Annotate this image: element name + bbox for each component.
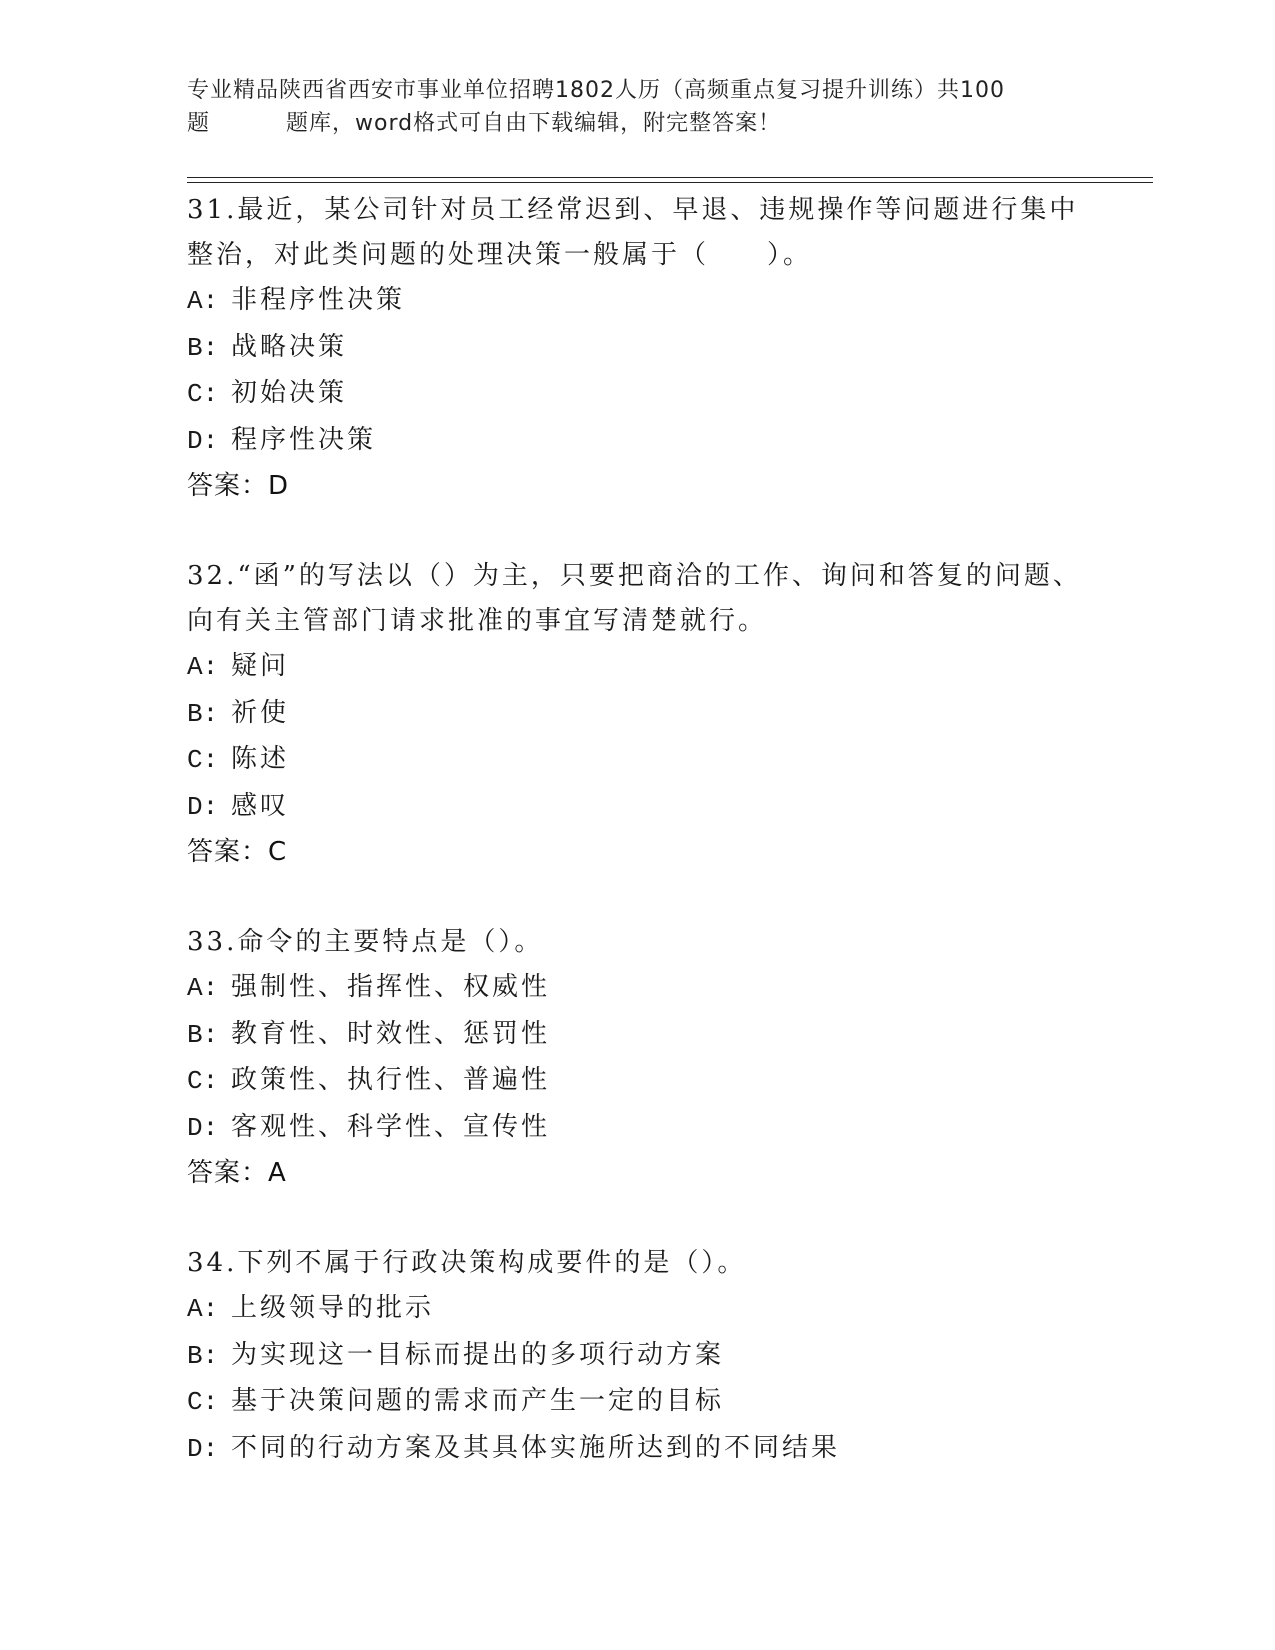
header-divider-top: [187, 177, 1153, 178]
option-c: [187, 1379, 1087, 1426]
option-text: 祈使: [231, 697, 290, 728]
option-key: B:: [187, 698, 219, 729]
option-d: [187, 418, 1087, 465]
question-list: [187, 188, 1087, 1517]
option-b: [187, 691, 1087, 738]
option-text: 陈述: [231, 744, 290, 774]
option-key: A:: [187, 1294, 219, 1324]
header-title-line-2-left: 题: [187, 111, 211, 136]
question-31: [187, 188, 1087, 509]
question-stem: 32.“函”的写法以（）为主，只要把商洽的工作、询问和答复的问题、向有关主管部门请求批准的事宜写清楚就行。: [187, 561, 1082, 636]
option-key: A:: [187, 652, 219, 682]
option-d: [187, 784, 1087, 831]
option-key: A:: [187, 286, 219, 316]
option-text: 基于决策问题的需求而产生一定的目标: [231, 1386, 725, 1416]
option-text: 客观性、科学性、宣传性: [231, 1111, 551, 1142]
option-text: 教育性、时效性、惩罚性: [231, 1018, 551, 1049]
question-stem: 34.下列不属于行政决策构成要件的是（）。: [187, 1248, 747, 1278]
option-a: [187, 644, 1087, 691]
option-text: 政策性、执行性、普遍性: [231, 1065, 551, 1095]
option-a: [187, 1286, 1087, 1333]
question-stem: 33.命令的主要特点是（）。: [187, 927, 544, 957]
option-key: D:: [187, 425, 219, 456]
option-text: 强制性、指挥性、权威性: [231, 972, 551, 1002]
document-header: [187, 74, 1087, 140]
header-divider-bottom: [187, 182, 1153, 183]
answer-line: 答案：C: [187, 837, 288, 867]
option-b: [187, 325, 1087, 372]
question-33: [187, 920, 1087, 1196]
question-34: [187, 1241, 1087, 1472]
option-d: [187, 1426, 1087, 1473]
option-text: 非程序性决策: [231, 285, 406, 315]
header-title-line-2: [187, 107, 1087, 140]
option-text: 程序性决策: [231, 424, 377, 455]
option-a: [187, 278, 1087, 325]
option-text: 上级领导的批示: [231, 1293, 435, 1323]
header-title-line-1: 专业精品陕西省西安市事业单位招聘1802人历（高频重点复习提升训练）共100: [187, 78, 1005, 103]
option-text: 战略决策: [231, 331, 348, 362]
question-32: [187, 554, 1087, 875]
option-text: 为实现这一目标而提出的多项行动方案: [231, 1339, 725, 1370]
option-c: [187, 737, 1087, 784]
option-key: D:: [187, 791, 219, 822]
option-text: 感叹: [231, 790, 290, 821]
option-key: D:: [187, 1433, 219, 1464]
option-c: [187, 371, 1087, 418]
option-key: B:: [187, 332, 219, 363]
option-key: B:: [187, 1019, 219, 1050]
option-c: [187, 1058, 1087, 1105]
option-key: D:: [187, 1112, 219, 1143]
option-text: 疑问: [231, 651, 290, 681]
option-key: C:: [187, 1066, 219, 1096]
option-key: C:: [187, 745, 219, 775]
option-key: C:: [187, 1387, 219, 1417]
option-a: [187, 965, 1087, 1012]
answer-line: 答案：A: [187, 1158, 287, 1188]
header-title-line-2-right: 题库，word格式可自由下载编辑，附完整答案！: [286, 111, 782, 136]
option-b: [187, 1012, 1087, 1059]
option-text: 初始决策: [231, 378, 348, 408]
question-stem: 31.最近，某公司针对员工经常迟到、早退、违规操作等问题进行集中整治，对此类问题的处理决策一般属于（ ）。: [187, 195, 1079, 270]
option-key: B:: [187, 1340, 219, 1371]
option-key: C:: [187, 379, 219, 409]
option-d: [187, 1105, 1087, 1152]
answer-line: 答案：D: [187, 471, 290, 501]
option-b: [187, 1333, 1087, 1380]
option-text: 不同的行动方案及其具体实施所达到的不同结果: [231, 1432, 841, 1463]
option-key: A:: [187, 973, 219, 1003]
